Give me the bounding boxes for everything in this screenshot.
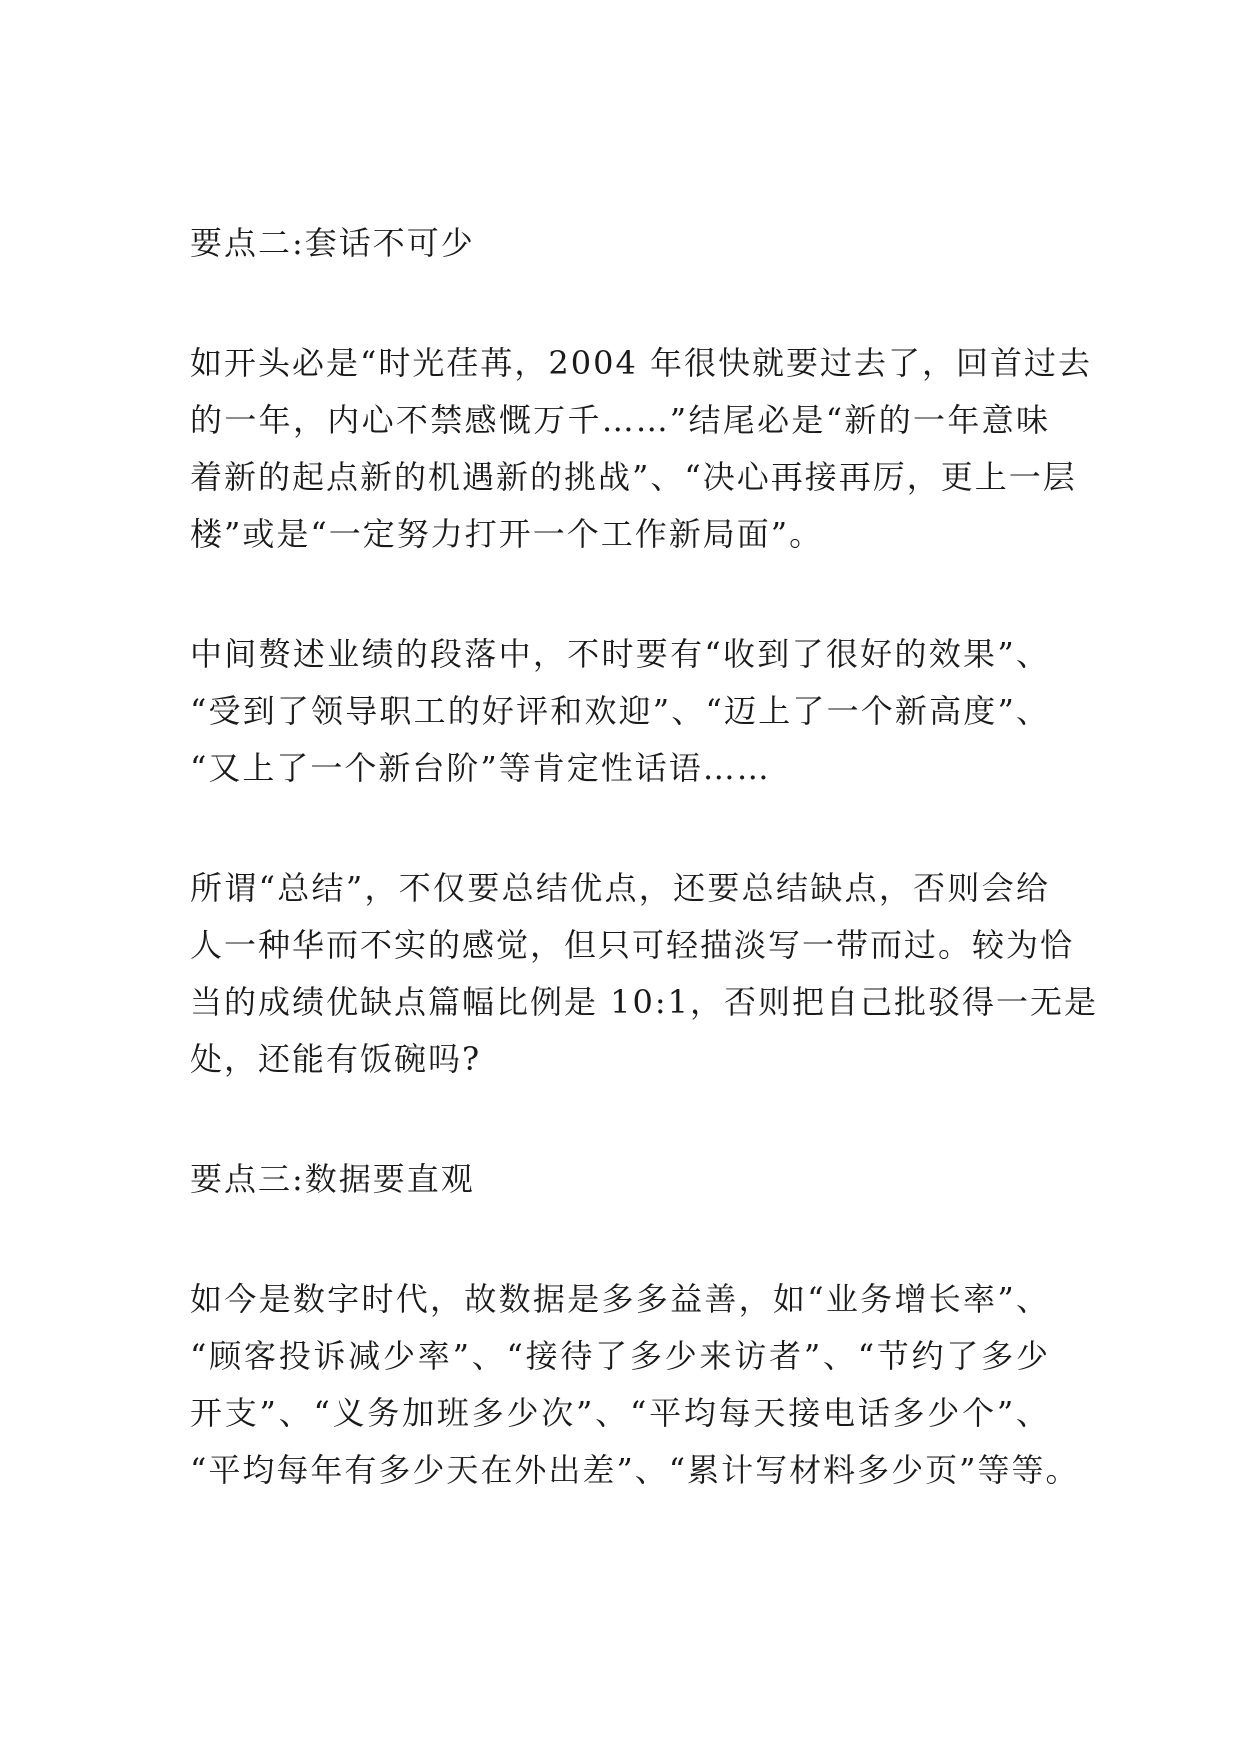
paragraph-line: 当的成绩优缺点篇幅比例是 10:1，否则把自己批驳得一无是 (190, 983, 1099, 1021)
document-page (190, 215, 1099, 1562)
paragraph-1 (190, 335, 1092, 563)
paragraph-line: 楼”或是“一定努力打开一个工作新局面”。 (190, 515, 824, 553)
paragraph-4 (190, 1271, 1080, 1499)
paragraph-line: “又上了一个新台阶”等肯定性话语…… (190, 749, 771, 787)
paragraph-line: 处，还能有饭碗吗? (190, 1040, 482, 1078)
paragraph-line: “受到了领导职工的好评和欢迎”、“迈上了一个新高度”、 (190, 692, 1050, 730)
paragraph-line: 所谓“总结”，不仅要总结优点，还要总结缺点，否则会给 (190, 869, 1050, 907)
paragraph-line: 人一种华而不实的感觉，但只可轻描淡写一带而过。较为恰 (190, 926, 1075, 964)
section-heading-3: 要点三:数据要直观 (190, 1160, 475, 1198)
paragraph-line: 如开头必是“时光荏苒，2004 年很快就要过去了，回首过去 (190, 344, 1092, 382)
paragraph-line: 如今是数字时代，故数据是多多益善，如“业务增长率”、 (190, 1280, 1050, 1318)
paragraph-line: 的一年，内心不禁感慨万千……”结尾必是“新的一年意味 (190, 401, 1050, 439)
paragraph-3 (190, 860, 1099, 1088)
paragraph-line: “顾客投诉减少率”、“接待了多少来访者”、“节约了多少 (190, 1337, 1050, 1375)
section-heading-2: 要点二:套话不可少 (190, 224, 475, 262)
paragraph-line: “平均每年有多少天在外出差”、“累计写材料多少页”等等。 (190, 1451, 1080, 1489)
paragraph-line: 着新的起点新的机遇新的挑战”、“决心再接再厉，更上一层 (190, 458, 1077, 496)
paragraph-line: 中间赘述业绩的段落中，不时要有“收到了很好的效果”、 (190, 635, 1050, 673)
paragraph-line: 开支”、“义务加班多少次”、“平均每天接电话多少个”、 (190, 1394, 1050, 1432)
paragraph-2 (190, 626, 1050, 797)
